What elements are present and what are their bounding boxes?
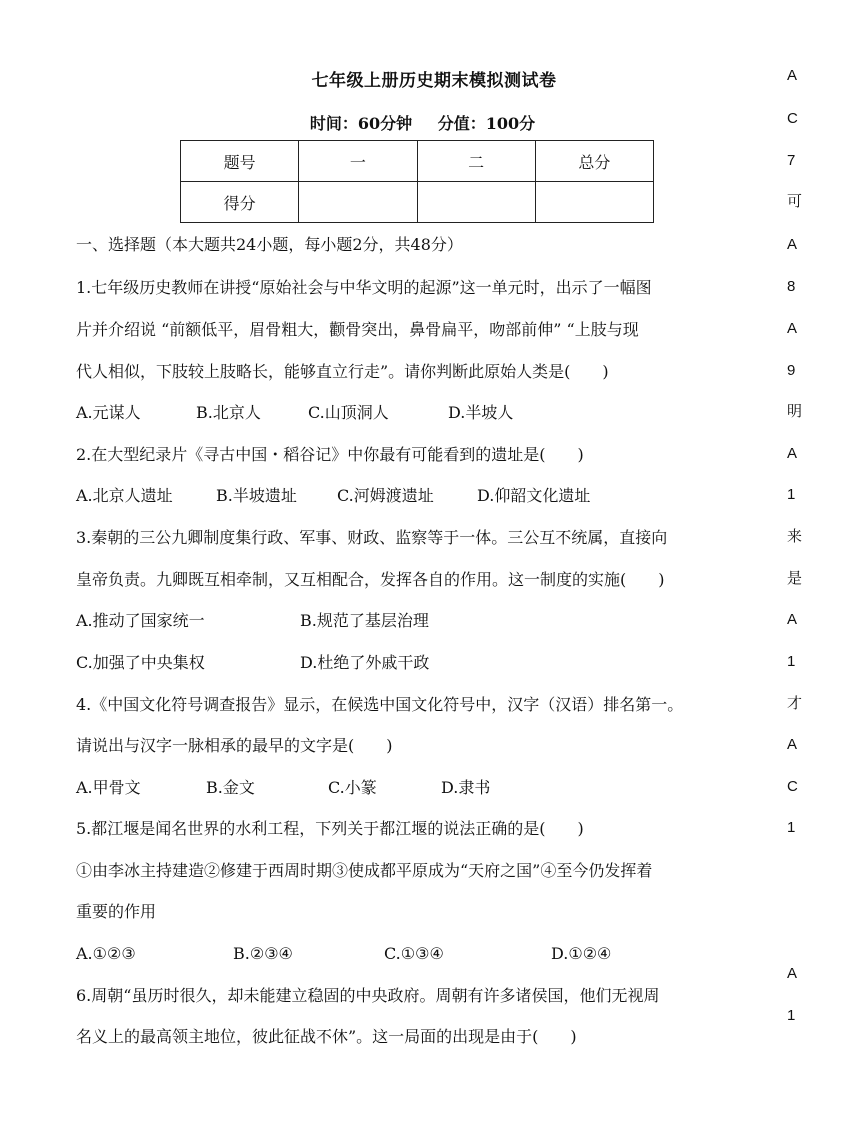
- score-cell: [417, 182, 535, 223]
- total-score: 分值：100分: [437, 114, 536, 133]
- option: D.仰韶文化遗址: [477, 486, 591, 505]
- question-line: 重要的作用: [76, 902, 157, 921]
- option: D.杜绝了外戚干政: [300, 653, 430, 672]
- score-table-header: 二: [417, 141, 535, 182]
- option: D.隶书: [441, 778, 491, 797]
- adjacent-page-glyph: 7: [787, 152, 796, 169]
- adjacent-page-glyph: C: [787, 110, 798, 127]
- score-cell: [535, 182, 653, 223]
- option: B.②③④: [233, 944, 293, 963]
- option: D.半坡人: [448, 403, 514, 422]
- option: B.金文: [206, 778, 255, 797]
- question-line: 2.在大型纪录片《寻古中国・稻谷记》中你最有可能看到的遗址是( ): [76, 445, 584, 464]
- option: C.①③④: [384, 944, 444, 963]
- option: A.元谋人: [76, 403, 141, 422]
- section-heading: 一、选择题（本大题共24小题，每小题2分，共48分）: [76, 235, 463, 254]
- page-title: 七年级上册历史期末模拟测试卷: [311, 71, 557, 91]
- question-line: 5.都江堰是闻名世界的水利工程，下列关于都江堰的说法正确的是( ): [76, 819, 584, 838]
- option: B.半坡遗址: [216, 486, 297, 505]
- adjacent-page-glyph: 明: [787, 403, 803, 420]
- adjacent-page-glyph: 可: [787, 193, 803, 210]
- option: C.小篆: [328, 778, 377, 797]
- score-table-header: 总分: [535, 141, 653, 182]
- question-line: 3.秦朝的三公九卿制度集行政、军事、财政、监察等于一体。三公互不统属，直接向: [76, 528, 668, 547]
- question-line: 4.《中国文化符号调查报告》显示，在候选中国文化符号中，汉字（汉语）排名第一。: [76, 695, 684, 714]
- score-table-header-row: [181, 141, 654, 182]
- option: A.①②③: [76, 944, 136, 963]
- adjacent-page-glyph: 1: [787, 486, 796, 503]
- option: A.北京人遗址: [76, 486, 173, 505]
- score-table-score-row: [181, 182, 654, 223]
- adjacent-page-glyph: 是: [787, 570, 803, 587]
- adjacent-page-glyph: 1: [787, 1007, 796, 1024]
- score-row-label: 得分: [181, 182, 299, 223]
- option: C.加强了中央集权: [76, 653, 205, 672]
- option: A.推动了国家统一: [76, 611, 205, 630]
- question-line: 皇帝负责。九卿既互相牵制，又互相配合，发挥各自的作用。这一制度的实施( ): [76, 570, 665, 589]
- option: A.甲骨文: [76, 778, 141, 797]
- time-limit: 时间：60分钟: [309, 114, 413, 133]
- adjacent-page-glyph: 1: [787, 819, 796, 836]
- adjacent-page-glyph: A: [787, 611, 798, 628]
- exam-info: [0, 111, 845, 134]
- question-line: 请说出与汉字一脉相承的最早的文字是( ): [76, 736, 393, 755]
- question-line: 1.七年级历史教师在讲授“原始社会与中华文明的起源”这一单元时，出示了一幅图: [76, 278, 652, 297]
- adjacent-page-glyph: A: [787, 236, 798, 253]
- adjacent-page-glyph: 8: [787, 278, 796, 295]
- question-line: ①由李冰主持建造②修建于西周时期③使成都平原成为“天府之国”④至今仍发挥着: [76, 861, 653, 880]
- adjacent-page-glyph: 1: [787, 653, 796, 670]
- question-line: 片并介绍说 “前额低平，眉骨粗大，颧骨突出，鼻骨扁平，吻部前伸” “上肢与现: [76, 320, 639, 339]
- adjacent-page-glyph: A: [787, 320, 798, 337]
- option: C.河姆渡遗址: [337, 486, 434, 505]
- adjacent-page-glyph: A: [787, 67, 798, 84]
- option: D.①②④: [551, 944, 612, 963]
- question-line: 6.周朝“虽历时很久，却未能建立稳固的中央政府。周朝有许多诸侯国，他们无视周: [76, 986, 660, 1005]
- adjacent-page-glyph: A: [787, 736, 798, 753]
- adjacent-page-glyph: 来: [787, 528, 803, 545]
- score-cell: [299, 182, 417, 223]
- option: B.规范了基层治理: [300, 611, 429, 630]
- score-table-header: 一: [299, 141, 417, 182]
- option: C.山顶洞人: [308, 403, 389, 422]
- adjacent-page-glyph: A: [787, 965, 798, 982]
- score-table-header: 题号: [181, 141, 299, 182]
- score-table: [180, 140, 654, 223]
- option: B.北京人: [196, 403, 261, 422]
- adjacent-page-glyph: 才: [787, 695, 803, 712]
- question-line: 代人相似，下肢较上肢略长，能够直立行走”。请你判断此原始人类是( ): [76, 362, 609, 381]
- adjacent-page-glyph: A: [787, 445, 798, 462]
- adjacent-page-glyph: 9: [787, 362, 796, 379]
- question-line: 名义上的最高领主地位，彼此征战不休”。这一局面的出现是由于( ): [76, 1027, 577, 1046]
- adjacent-page-glyph: C: [787, 778, 798, 795]
